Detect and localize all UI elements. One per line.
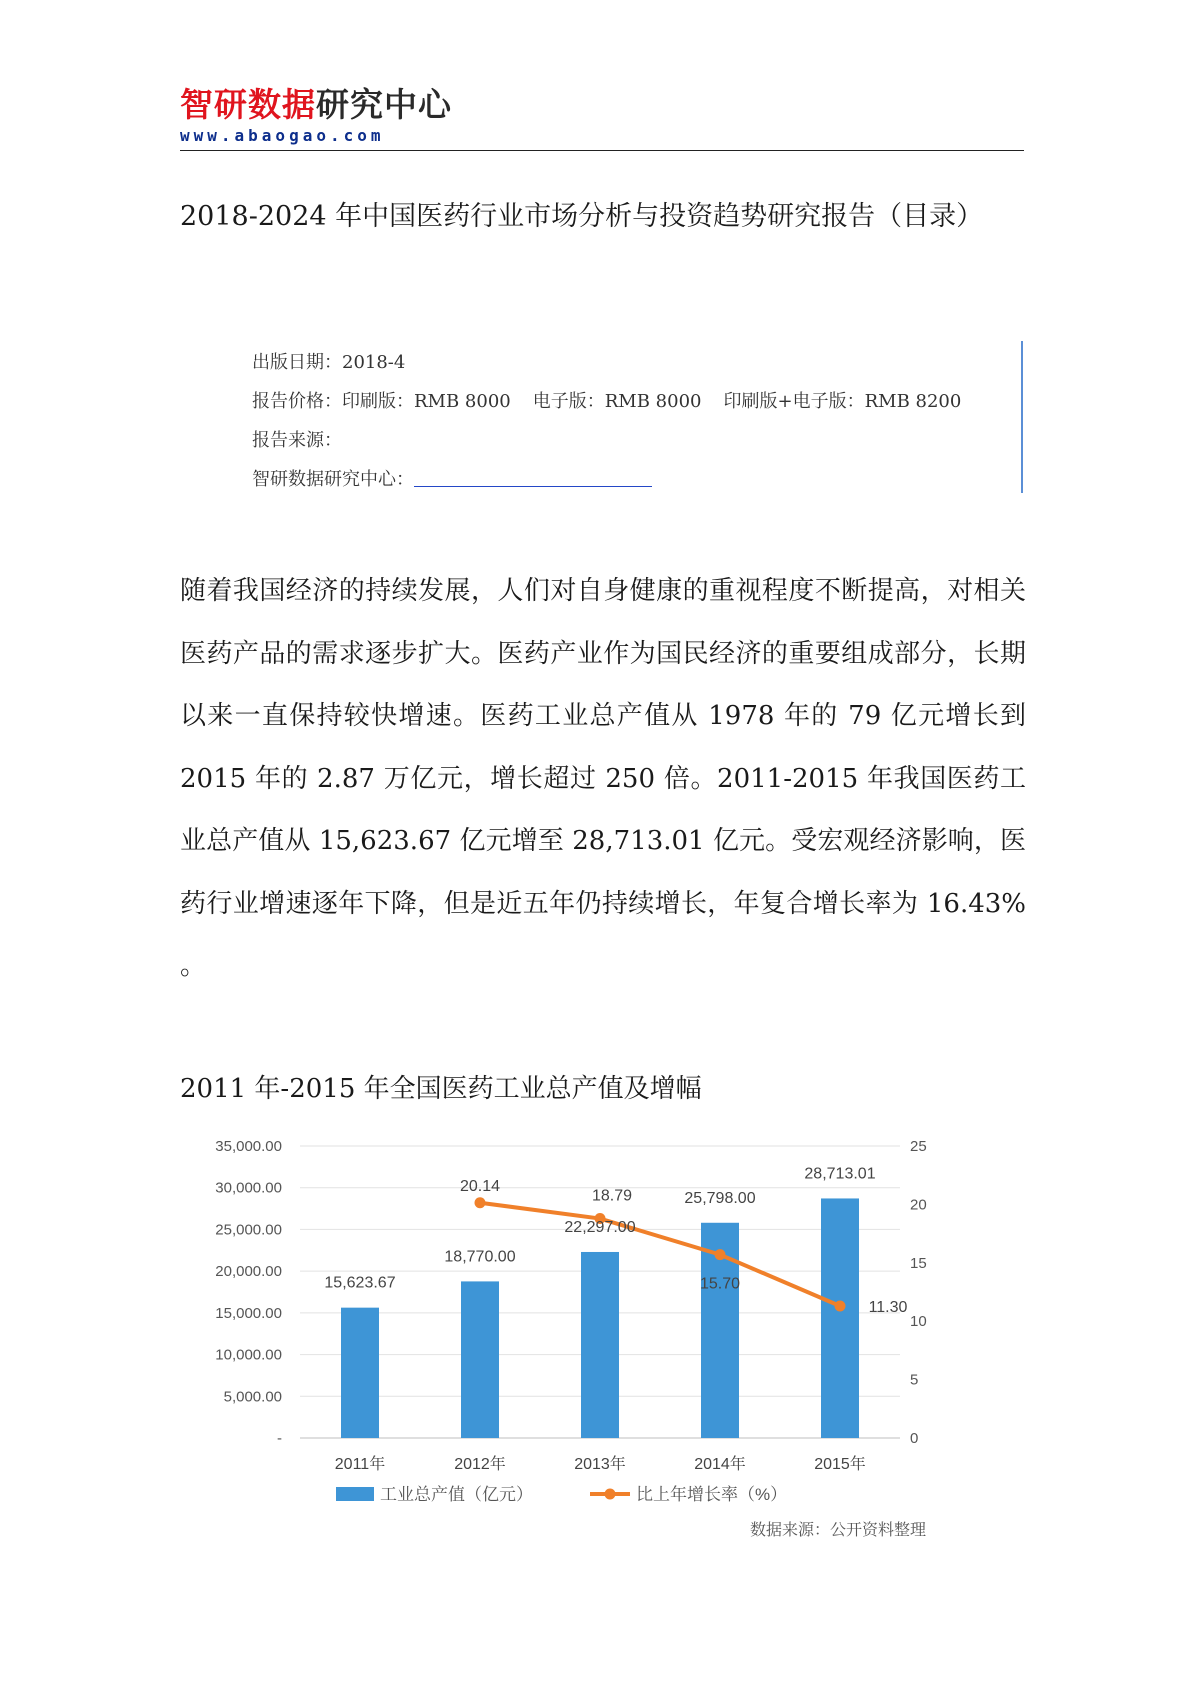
legend-bar-label: 工业总产值（亿元） (380, 1485, 533, 1504)
legend-bar-swatch (336, 1487, 374, 1501)
y-left-tick-label: 15,000.00 (215, 1304, 282, 1322)
meta-side-bar (1021, 341, 1023, 493)
bar (821, 1198, 859, 1438)
line-data-label: 11.30 (868, 1299, 908, 1317)
logo-title (180, 86, 452, 124)
price-both: 印刷版+电子版：RMB 8200 (723, 391, 962, 412)
y-left-tick-label: - (277, 1430, 282, 1447)
bar-data-label: 15,623.67 (324, 1274, 396, 1292)
y-left-tick-label: 20,000.00 (215, 1263, 282, 1281)
logo-title-red: 智研数据 (180, 85, 316, 124)
price-row (252, 382, 1012, 421)
line-data-label: 15.70 (699, 1275, 741, 1293)
growth-point (835, 1301, 846, 1312)
growth-point (475, 1197, 486, 1208)
y-right-tick-label: 0 (910, 1430, 919, 1447)
y-right-tick-label: 5 (910, 1371, 919, 1389)
center-row (252, 460, 1012, 499)
y-left-tick-label: 30,000.00 (215, 1179, 282, 1197)
x-tick-label: 2014年 (694, 1456, 746, 1473)
y-left-tick-label: 35,000.00 (215, 1138, 282, 1155)
y-right-tick-label: 10 (910, 1313, 927, 1331)
y-right-tick-label: 25 (910, 1138, 927, 1155)
line-data-label: 18.79 (591, 1187, 633, 1205)
bar-data-label: 18,770.00 (444, 1248, 516, 1266)
publisher-logo (180, 86, 452, 145)
logo-url: www.abaogao.com (180, 126, 385, 145)
intro-paragraph: 随着我国经济的持续发展，人们对自身健康的重视程度不断提高，对相关医药产品的需求逐步扩大。医药产业作为国民经济的重要组成部分，长期以来一直保持较快增速。医药工业总产值从 1978 年的 79 亿元增长到 2015 年的 2.87 万亿元，增长超过 250 倍。2011-2015 年我国医药工业总产值从 15,623.67 亿元增至 28,713.01 亿元。受宏观经济影响，医药行业增速逐年下降，但是近五年仍持续增长，年复合增长率为 16.43% 。 (180, 576, 1026, 981)
price-label: 报告价格： (252, 391, 342, 412)
x-tick-label: 2013年 (574, 1456, 626, 1473)
growth-line (480, 1203, 840, 1306)
chart-caption: 2011 年-2015 年全国医药工业总产值及增幅 (180, 1074, 702, 1104)
publish-date: 出版日期：2018-4 (252, 352, 406, 373)
bar-data-label: 22,297.00 (564, 1218, 636, 1236)
y-left-tick-label: 25,000.00 (215, 1221, 282, 1239)
bar (341, 1308, 379, 1438)
bar (581, 1252, 619, 1438)
y-left-tick-label: 5,000.00 (223, 1388, 282, 1406)
y-right-tick-label: 20 (910, 1196, 927, 1214)
output-growth-chart (180, 1118, 980, 1528)
legend-line-marker (605, 1489, 616, 1500)
document-title: 2018-2024 年中国医药行业市场分析与投资趋势研究报告（目录） (180, 201, 984, 232)
legend-line-label: 比上年增长率（%） (636, 1485, 788, 1504)
logo-title-dark: 研究中心 (316, 85, 452, 124)
x-tick-label: 2011年 (334, 1456, 386, 1473)
bar-data-label: 28,713.01 (804, 1165, 876, 1183)
center-label: 智研数据研究中心： (252, 469, 414, 490)
x-tick-label: 2012年 (454, 1456, 506, 1473)
bar-data-label: 25,798.00 (684, 1189, 756, 1207)
report-source: 报告来源： (252, 430, 342, 451)
center-link[interactable] (414, 468, 652, 487)
y-right-tick-label: 15 (910, 1254, 927, 1272)
report-meta (252, 343, 1012, 499)
price-print: 印刷版：RMB 8000 (342, 391, 511, 412)
header-divider (180, 150, 1024, 151)
chart-source-note: 数据来源：公开资料整理 (750, 1522, 927, 1539)
x-tick-label: 2015年 (814, 1456, 866, 1473)
price-electronic: 电子版：RMB 8000 (532, 391, 702, 412)
growth-point (715, 1249, 726, 1260)
line-data-label: 20.14 (459, 1177, 501, 1195)
y-left-tick-label: 10,000.00 (215, 1346, 282, 1364)
bar (461, 1281, 499, 1438)
